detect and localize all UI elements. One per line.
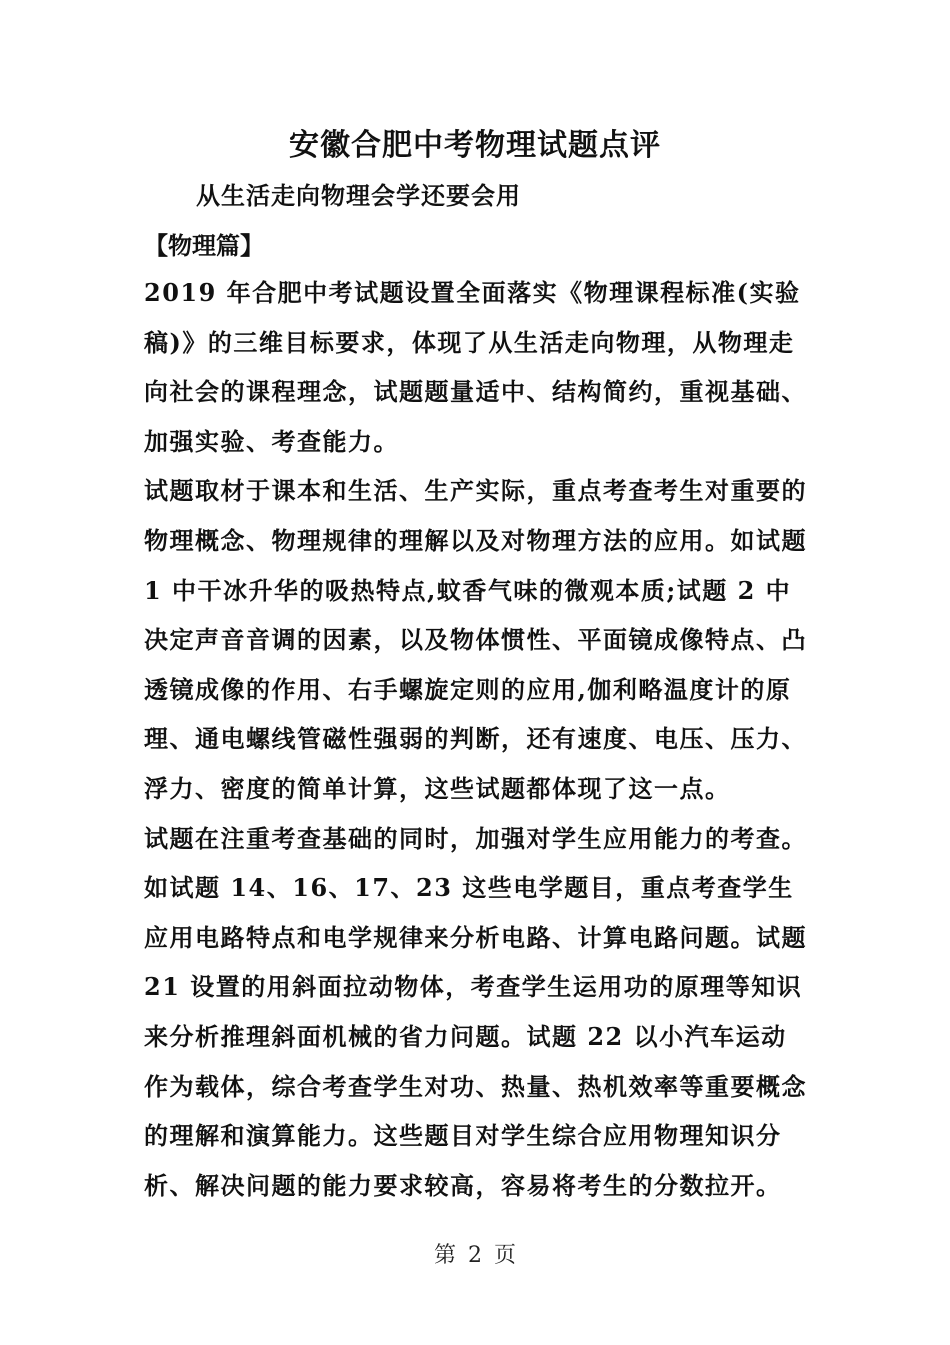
paragraph: 2019 年合肥中考试题设置全面落实《物理课程标准(实验稿)》的三维目标要求，体现了从生活走向物理，从物理走向社会的课程理念，试题题量适中、结构简约，重视基础、加强实验、考查能力。 — [144, 278, 807, 456]
paragraph: 试题在注重考查基础的同时，加强对学生应用能力的考查。如试题 14、16、17、23 这些电学题目，重点考查学生应用电路特点和电学规律来分析电路、计算电路问题。试题 21 设置的用斜面拉动物体，考查学生运用功的原理等知识来分析推理斜面机械的省力问题。试题 22 以小汽车运动作为载体，综合考查学生对功、热量、热机效率等重要概念的理解和演算能力。这些题目对学生综合应用物理知识分析、解决问题的能力要求较高，容易将考生的分数拉开。 — [144, 823, 807, 1200]
page-number: 2 — [468, 1243, 482, 1268]
document-subtitle: 从生活走向物理会学还要会用 — [196, 181, 521, 210]
document-title: 安徽合肥中考物理试题点评 — [289, 128, 661, 163]
paragraph: 试题取材于课本和生活、生产实际，重点考查考生对重要的物理概念、物理规律的理解以及对物理方法的应用。如试题 1 中干冰升华的吸热特点,蚊香气味的微观本质;试题 2 中决定声音音调的因素，以及物体惯性、平面镜成像特点、凸透镜成像的作用、右手螺旋定则的应用,伽利略温度计的原理、通电螺线管磁性强弱的判断，还有速度、电压、压力、浮力、密度的简单计算，这些试题都体现了这一点。 — [144, 476, 807, 803]
page-label-suffix: 页 — [494, 1243, 517, 1268]
page-label-prefix: 第 — [433, 1243, 456, 1268]
section-heading: 【物理篇】 — [144, 231, 264, 260]
page-footer — [0, 1238, 950, 1269]
document-body — [144, 268, 808, 1210]
